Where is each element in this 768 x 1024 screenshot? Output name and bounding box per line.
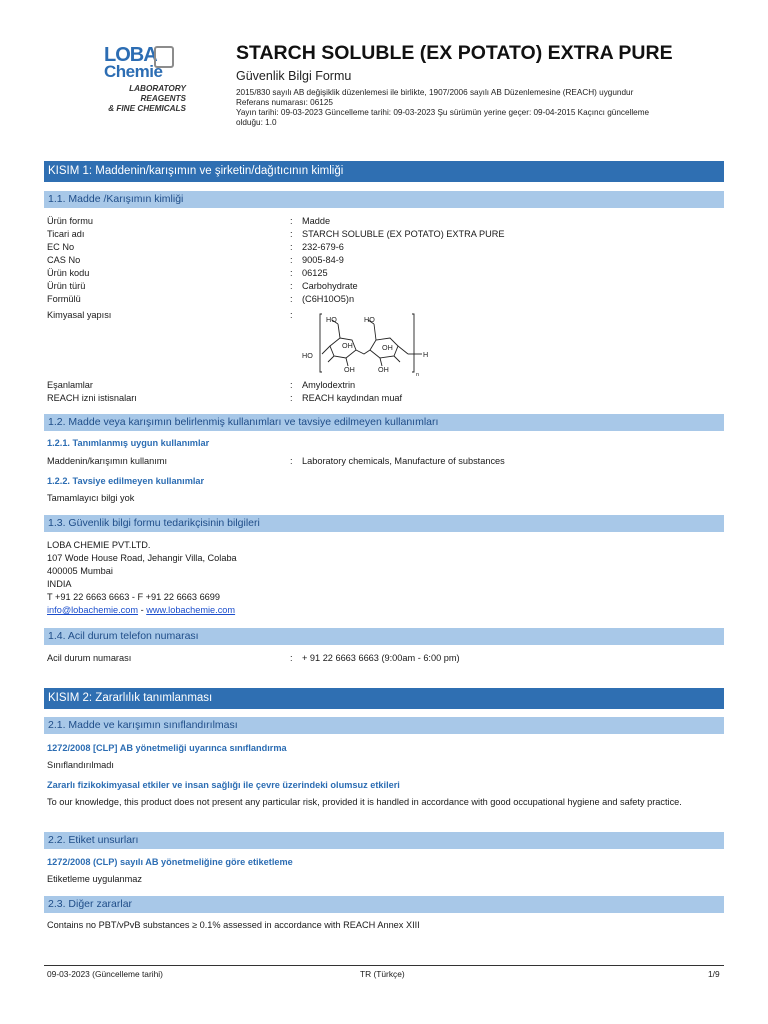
email-link[interactable]: info@lobachemie.com (47, 605, 139, 615)
subsection-2-2-heading: 2.2. Etiket unsurları (44, 832, 724, 849)
use-label: Maddenin/karışımın kullanımı (47, 456, 167, 466)
revision-number: olduğu: 1.0 (236, 118, 277, 127)
clp-classification-heading: 1272/2008 [CLP] AB yönetmeliği uyarınca sınıflandırma (47, 743, 287, 753)
row-value: STARCH SOLUBLE (EX POTATO) EXTRA PURE (302, 229, 505, 239)
labelling-text: Etiketleme uygulanmaz (47, 874, 142, 884)
row-value: 9005-84-9 (302, 255, 344, 265)
colon: : (290, 310, 293, 320)
issue-dates: Yayın tarihi: 09-03-2023 Güncelleme tarihi: 09-03-2023 Şu sürümün yerine geçer: 09-04-2015 Kaçıncı güncelleme (236, 108, 650, 117)
colon: : (290, 393, 293, 403)
logo-tagline-1: LABORATORY REAGENTS (129, 84, 186, 103)
struct-oh-3: OH (344, 365, 355, 374)
subsection-1-2-2-heading: 1.2.2. Tavsiye edilmeyen kullanımlar (47, 476, 205, 486)
subsection-1-4-heading: 1.4. Acil durum telefon numarası (44, 628, 724, 645)
logo-tagline-2: & FINE CHEMICALS (108, 104, 186, 113)
logo-word-loba: LOBA (104, 44, 157, 66)
row-value: 06125 (302, 268, 328, 278)
row-value: Carbohydrate (302, 281, 358, 291)
row-value: REACH kaydından muaf (302, 393, 403, 403)
colon: : (290, 281, 293, 291)
logo-tagline (86, 84, 186, 114)
row-label: Ürün kodu (47, 268, 90, 278)
logo-word-chemie: Chemie (104, 62, 163, 81)
website-link[interactable]: www.lobachemie.com (146, 605, 236, 615)
labelling-heading: 1272/2008 (CLP) sayılı AB yönetmeliğine göre etiketleme (47, 857, 293, 867)
colon: : (290, 653, 293, 663)
row-value: Amylodextrin (302, 380, 356, 390)
row-label: Kimyasal yapısı (47, 310, 112, 320)
section-2-heading: KISIM 2: Zararlılık tanımlanması (44, 688, 724, 709)
struct-oh-4: OH (378, 365, 389, 374)
colon: : (290, 242, 293, 252)
subsection-1-1-heading: 1.1. Madde /Karışımın kimliği (44, 191, 724, 208)
struct-ho-2: HO (364, 315, 375, 324)
document-title: STARCH SOLUBLE (EX POTATO) EXTRA PURE (236, 42, 673, 64)
adverse-effects-text: To our knowledge, this product does not present any particular risk, provided it is handled in accordance with good occupational hygiene and safety practice. (47, 797, 682, 807)
other-hazards-text: Contains no PBT/vPvB substances ≥ 0.1% assessed in accordance with REACH Annex XIII (47, 920, 420, 930)
row-label: Eşanlamlar (47, 380, 93, 390)
reference-number: Referans numarası: 06125 (236, 98, 333, 107)
colon: : (290, 456, 293, 466)
row-label: Formülü (47, 294, 81, 304)
struct-n: n (416, 372, 420, 378)
colon: : (290, 229, 293, 239)
footer-date: 09-03-2023 (Güncelleme tarihi) (47, 969, 163, 979)
row-value: 232-679-6 (302, 242, 344, 252)
emergency-label: Acil durum numarası (47, 653, 132, 663)
footer-page-number: 1/9 (708, 969, 720, 979)
struct-ho-1: HO (326, 315, 337, 324)
supplier-address: 107 Wode House Road, Jehangir Villa, Colaba (47, 553, 237, 563)
supplier-phone: T +91 22 6663 6663 - F +91 22 6663 6699 (47, 592, 221, 602)
adverse-effects-heading: Zararlı fizikokimyasal etkiler ve insan sağlığı ile çevre üzerindeki olumsuz etkileri (47, 780, 400, 790)
colon: : (290, 294, 293, 304)
not-advised-text: Tamamlayıcı bilgi yok (47, 493, 135, 503)
row-label: Ürün formu (47, 216, 93, 226)
emergency-value: + 91 22 6663 6663 (9:00am - 6:00 pm) (302, 653, 460, 663)
section-1-heading: KISIM 1: Maddenin/karışımın ve şirketin/dağıtıcının kimliği (44, 161, 724, 182)
chemical-structure-diagram (298, 310, 438, 380)
footer-divider (44, 965, 724, 966)
row-value: Madde (302, 216, 331, 226)
struct-oh-1: OH (342, 341, 353, 350)
supplier-name: LOBA CHEMIE PVT.LTD. (47, 540, 151, 550)
row-label: EC No (47, 242, 75, 252)
use-value: Laboratory chemicals, Manufacture of substances (302, 456, 505, 466)
colon: : (290, 255, 293, 265)
subsection-2-1-heading: 2.1. Madde ve karışımın sınıflandırılması (44, 717, 724, 734)
regulation-note: 2015/830 sayılı AB değişiklik düzenlemesi ile birlikte, 1907/2006 sayılı AB Düzenlemesine (REACH) uygundur (236, 88, 634, 97)
clp-classification-text: Sınıflandırılmadı (47, 760, 114, 770)
row-label: CAS No (47, 255, 81, 265)
row-label: Ticari adı (47, 229, 85, 239)
struct-oh-2: OH (382, 343, 393, 352)
row-label: REACH izni istisnaları (47, 393, 137, 403)
subsection-1-3-heading: 1.3. Güvenlik bilgi formu tedarikçisinin bilgileri (44, 515, 724, 532)
struct-ho-3: HO (302, 351, 313, 360)
colon: : (290, 216, 293, 226)
row-value: (C6H10O5)n (302, 294, 355, 304)
subsection-2-3-heading: 2.3. Diğer zararlar (44, 896, 724, 913)
footer-language: TR (Türkçe) (360, 969, 405, 979)
colon: : (290, 268, 293, 278)
colon: : (290, 380, 293, 390)
supplier-city: 400005 Mumbai (47, 566, 113, 576)
company-logo (86, 44, 186, 113)
row-label: Ürün türü (47, 281, 86, 291)
subsection-1-2-1-heading: 1.2.1. Tanımlanmış uygun kullanımlar (47, 438, 210, 448)
subsection-1-2-heading: 1.2. Madde veya karışımın belirlenmiş kullanımları ve tavsiye edilmeyen kullanımları (44, 414, 724, 431)
struct-h: H (423, 350, 429, 359)
document-subtitle: Güvenlik Bilgi Formu (236, 69, 352, 83)
supplier-country: INDIA (47, 579, 72, 589)
link-separator: - (138, 605, 147, 615)
supplier-contacts (47, 605, 235, 615)
